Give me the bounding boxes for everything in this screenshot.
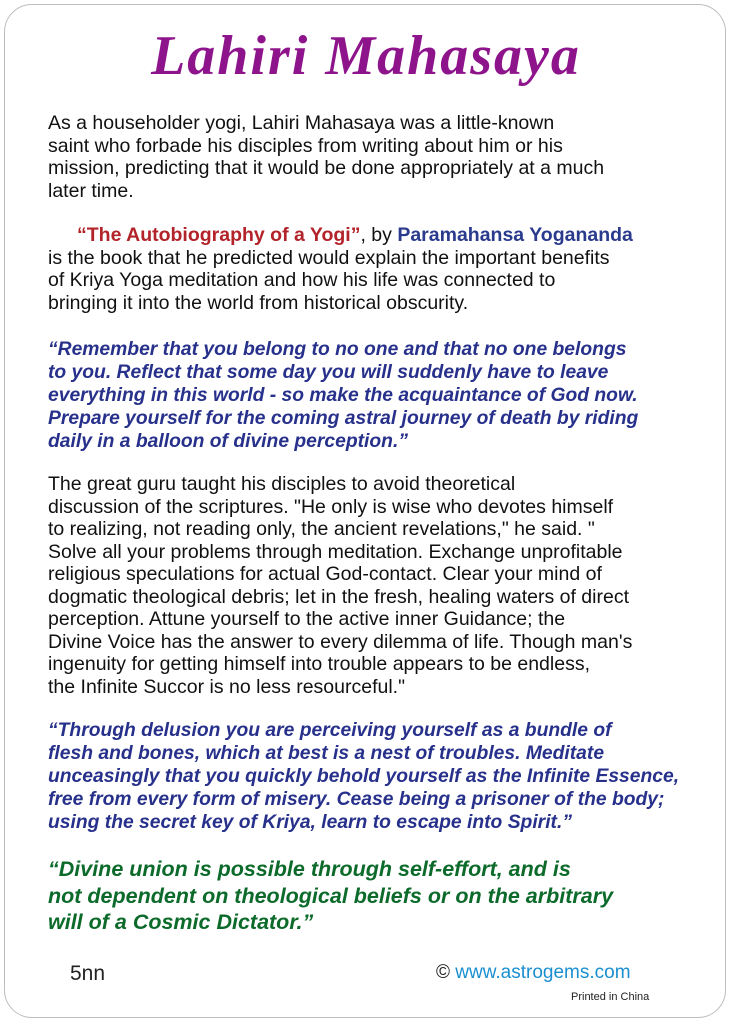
quote-remember: “Remember that you belong to no one and that no one belongs to you. Reflect that some day you will suddenly have to leave everything in this world - so make the acquaintance of God now. Prepare yourself for the coming astral journey of death by riding daily in a balloon of divine perception.”: [48, 339, 639, 452]
book-paragraph: [48, 224, 698, 314]
copyright-icon: ©: [436, 962, 450, 983]
card-code: 5nn: [70, 962, 106, 985]
website-link[interactable]: [436, 962, 631, 984]
book-author: Paramahansa Yogananda: [397, 224, 633, 246]
book-by: , by: [360, 224, 398, 246]
intro-paragraph: As a householder yogi, Lahiri Mahasaya was a little-known saint who forbade his disciples from writing about him or his mission, predicting that it would be done appropriately at a much later time.: [48, 112, 605, 202]
website-url[interactable]: www.astrogems.com: [450, 962, 631, 983]
quote-divine-union: “Divine union is possible through self-effort, and is not dependent on theological beliefs or on the arbitrary will of a Cosmic Dictator.”: [48, 857, 614, 934]
quote-delusion: “Through delusion you are perceiving yourself as a bundle of flesh and bones, which at best is a nest of troubles. Meditate unceasingly that you quickly behold yourself as the Infinite Essence, free from every form of misery. Cease being a prisoner of the body; using the secret key of Kriya, learn to escape into Spirit.”: [48, 720, 680, 833]
book-description: is the book that he predicted would explain the important benefits of Kriya Yoga meditation and how his life was connected to bringing it into the world from historical obscurity.: [48, 246, 610, 314]
printed-note: Printed in China: [571, 991, 650, 1003]
teaching-paragraph: The great guru taught his disciples to avoid theoretical discussion of the scriptures. "He only is wise who devotes himself to realizing, not reading only, the ancient revelations," he said. " Solve all your problems through meditation. Exchange unprofitable religious speculations for actual God-contact. Clear your mind of dogmatic theological debris; let in the fresh, healing waters of direct perception. Attune yourself to the active inner Guidance; the Divine Voice has the answer to every dilemma of life. Though man's ingenuity for getting himself into trouble appears to be endless, the Infinite Succor is no less resourceful.": [48, 473, 633, 698]
page-title: Lahiri Mahasaya: [151, 25, 581, 87]
book-title: “The Autobiography of a Yogi”: [77, 224, 361, 246]
